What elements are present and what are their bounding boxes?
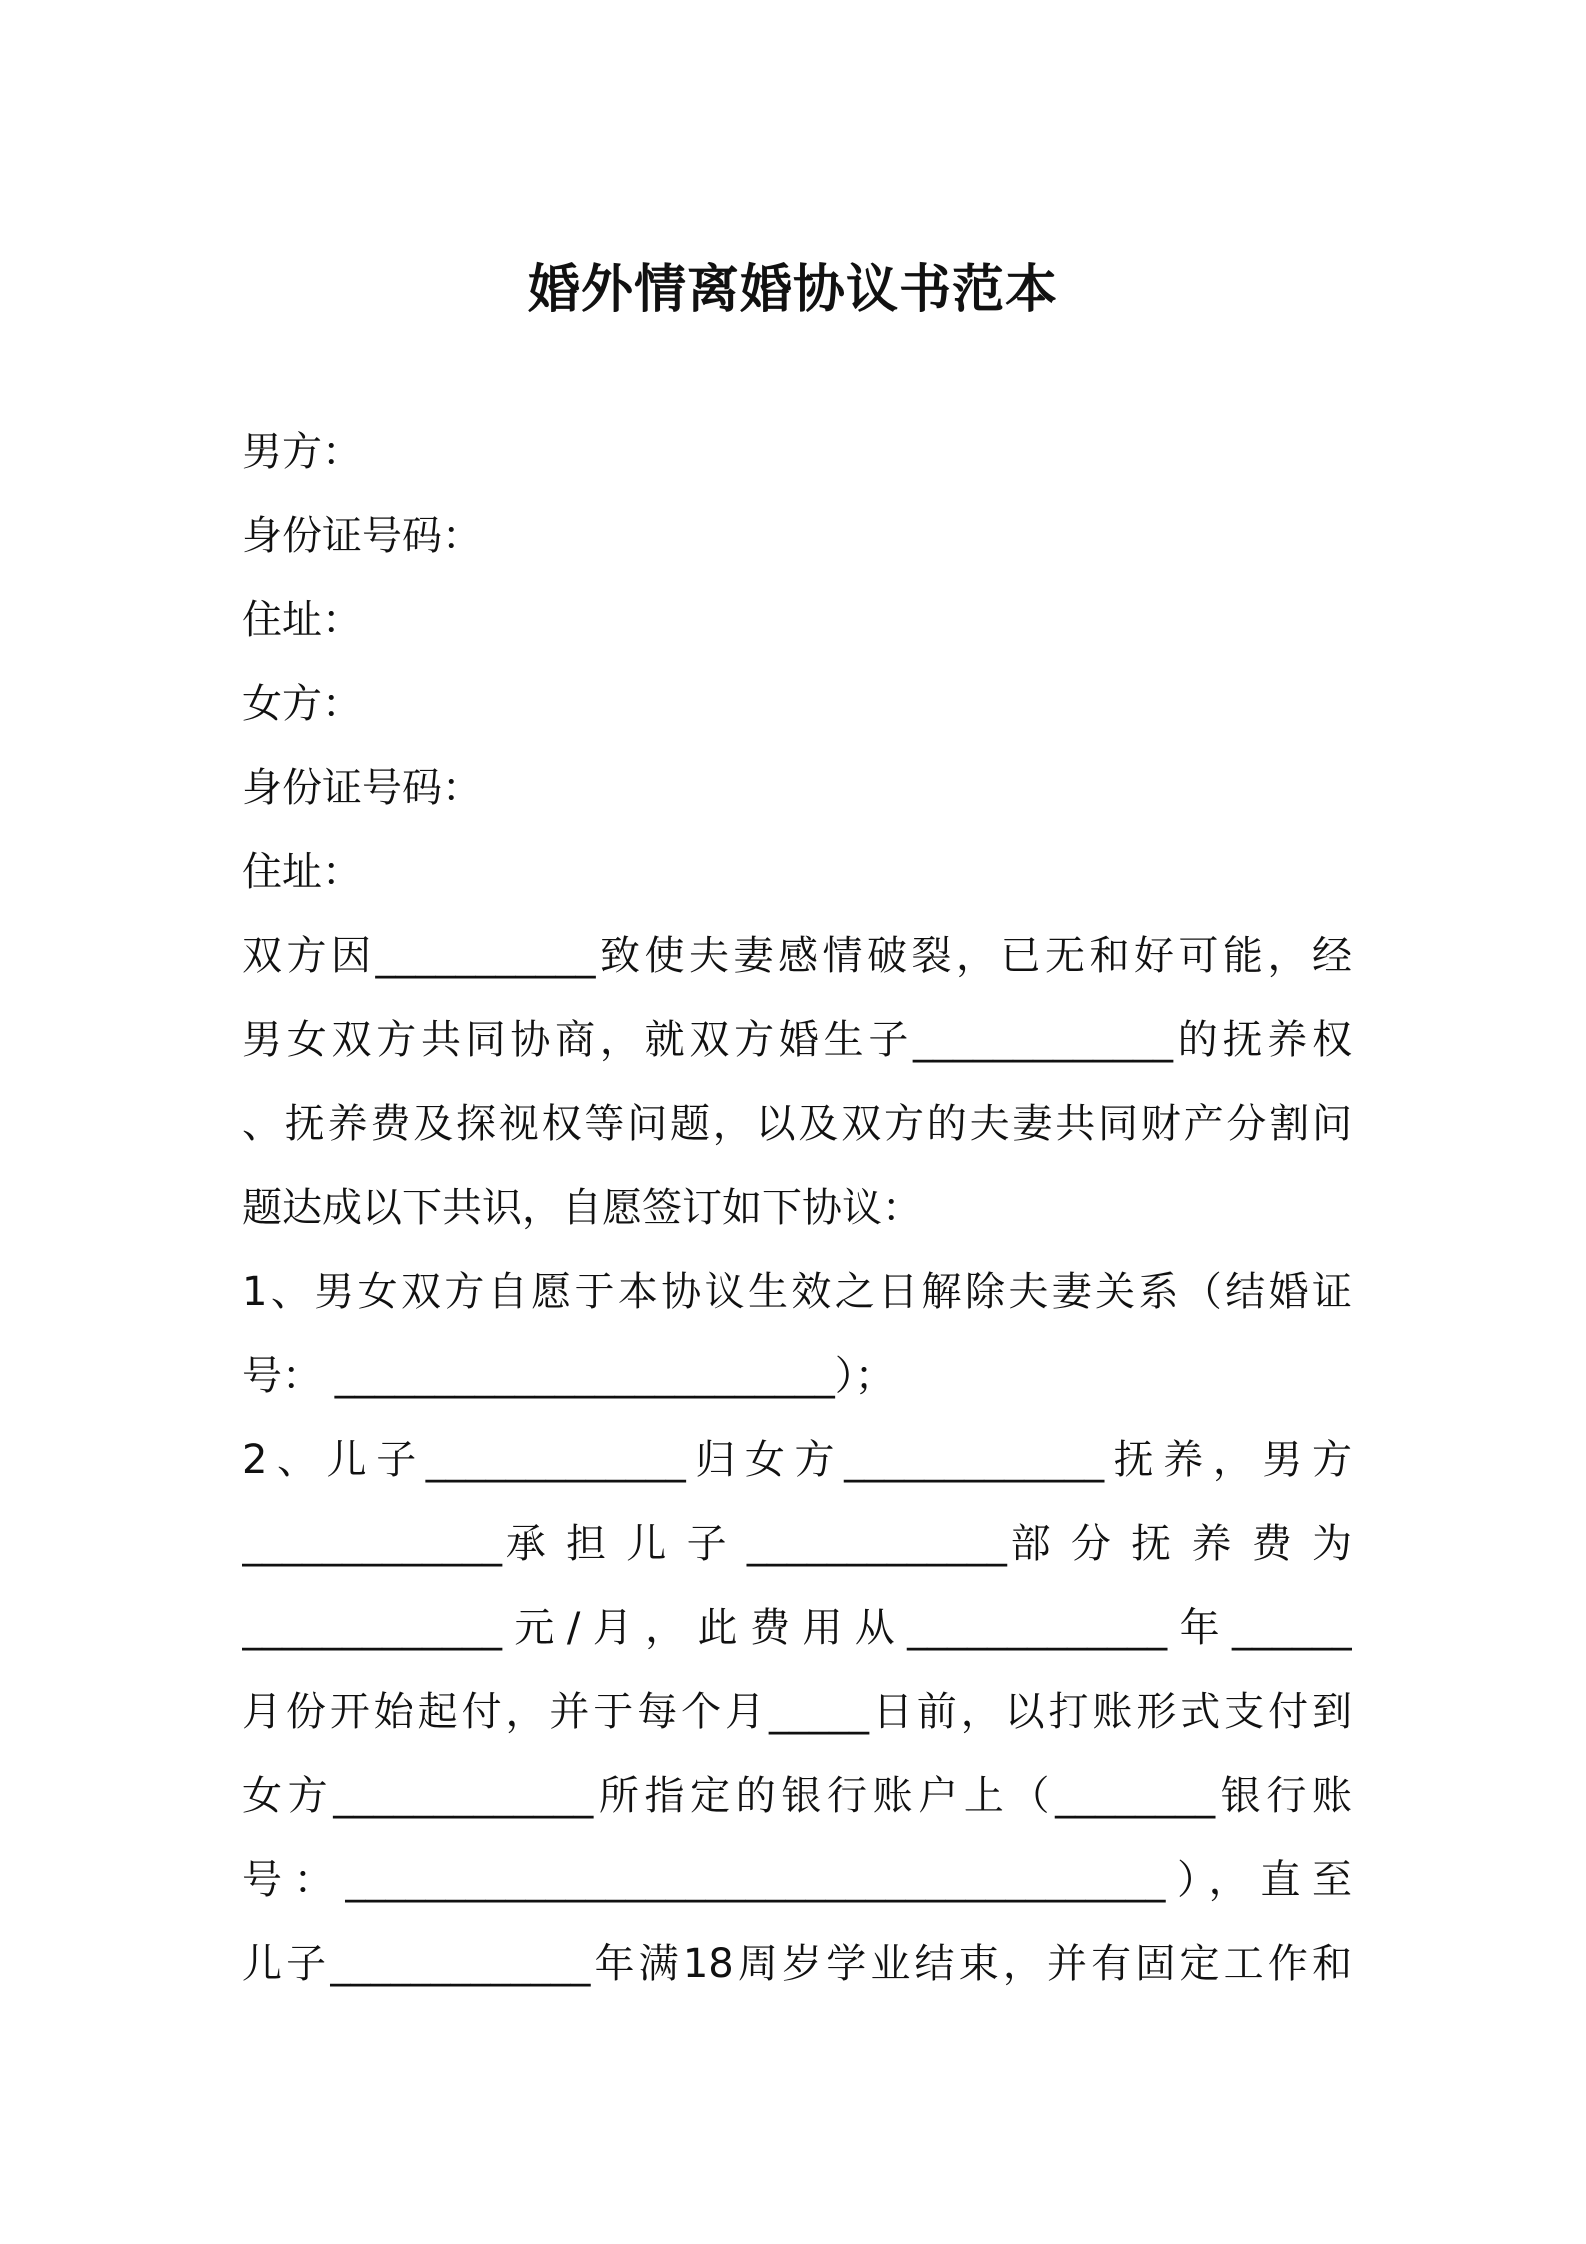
text-line-intro-4: 题达成以下共识，自愿签订如下协议：	[242, 1185, 922, 1231]
text-line-female-address: 住址：	[242, 849, 362, 895]
text-line-clause-1a: 1、男女双方自愿于本协议生效之日解除夫妻关系（结婚证	[242, 1269, 1352, 1315]
text-line-clause-2g: 儿子_____________年满18周岁学业结束，并有固定工作和	[242, 1941, 1352, 1987]
text-line-clause-1b: 号： _________________________）；	[242, 1353, 895, 1399]
text-line-male-id: 身份证号码：	[242, 513, 482, 559]
text-line-clause-2f: 号：_________________________________________），直至	[242, 1857, 1352, 1903]
document-body	[242, 410, 1352, 2006]
text-line-female-party: 女方：	[242, 681, 362, 727]
document-title: 婚外情离婚协议书范本	[527, 260, 1058, 320]
text-line-clause-2a: 2、儿子_____________归女方_____________抚养，男方	[242, 1437, 1352, 1483]
text-line-male-address: 住址：	[242, 597, 362, 643]
text-line-clause-2d: 月份开始起付，并于每个月_____日前，以打账形式支付到	[242, 1689, 1352, 1735]
text-line-clause-2c: _____________元/月，此费用从_____________年______	[242, 1605, 1352, 1651]
text-line-male-party: 男方：	[242, 429, 362, 475]
text-line-clause-2e: 女方_____________所指定的银行账户上（________银行账	[242, 1773, 1352, 1819]
text-line-intro-3: 、抚养费及探视权等问题，以及双方的夫妻共同财产分割问	[242, 1101, 1352, 1147]
text-line-female-id: 身份证号码：	[242, 765, 482, 811]
text-line-intro-2: 男女双方共同协商，就双方婚生子_____________的抚养权	[242, 1017, 1352, 1063]
text-line-intro-1: 双方因___________致使夫妻感情破裂，已无和好可能，经	[242, 933, 1352, 979]
text-line-clause-2b: _____________承 担 儿 子 _____________部 分 抚 养 费 为	[242, 1521, 1352, 1567]
